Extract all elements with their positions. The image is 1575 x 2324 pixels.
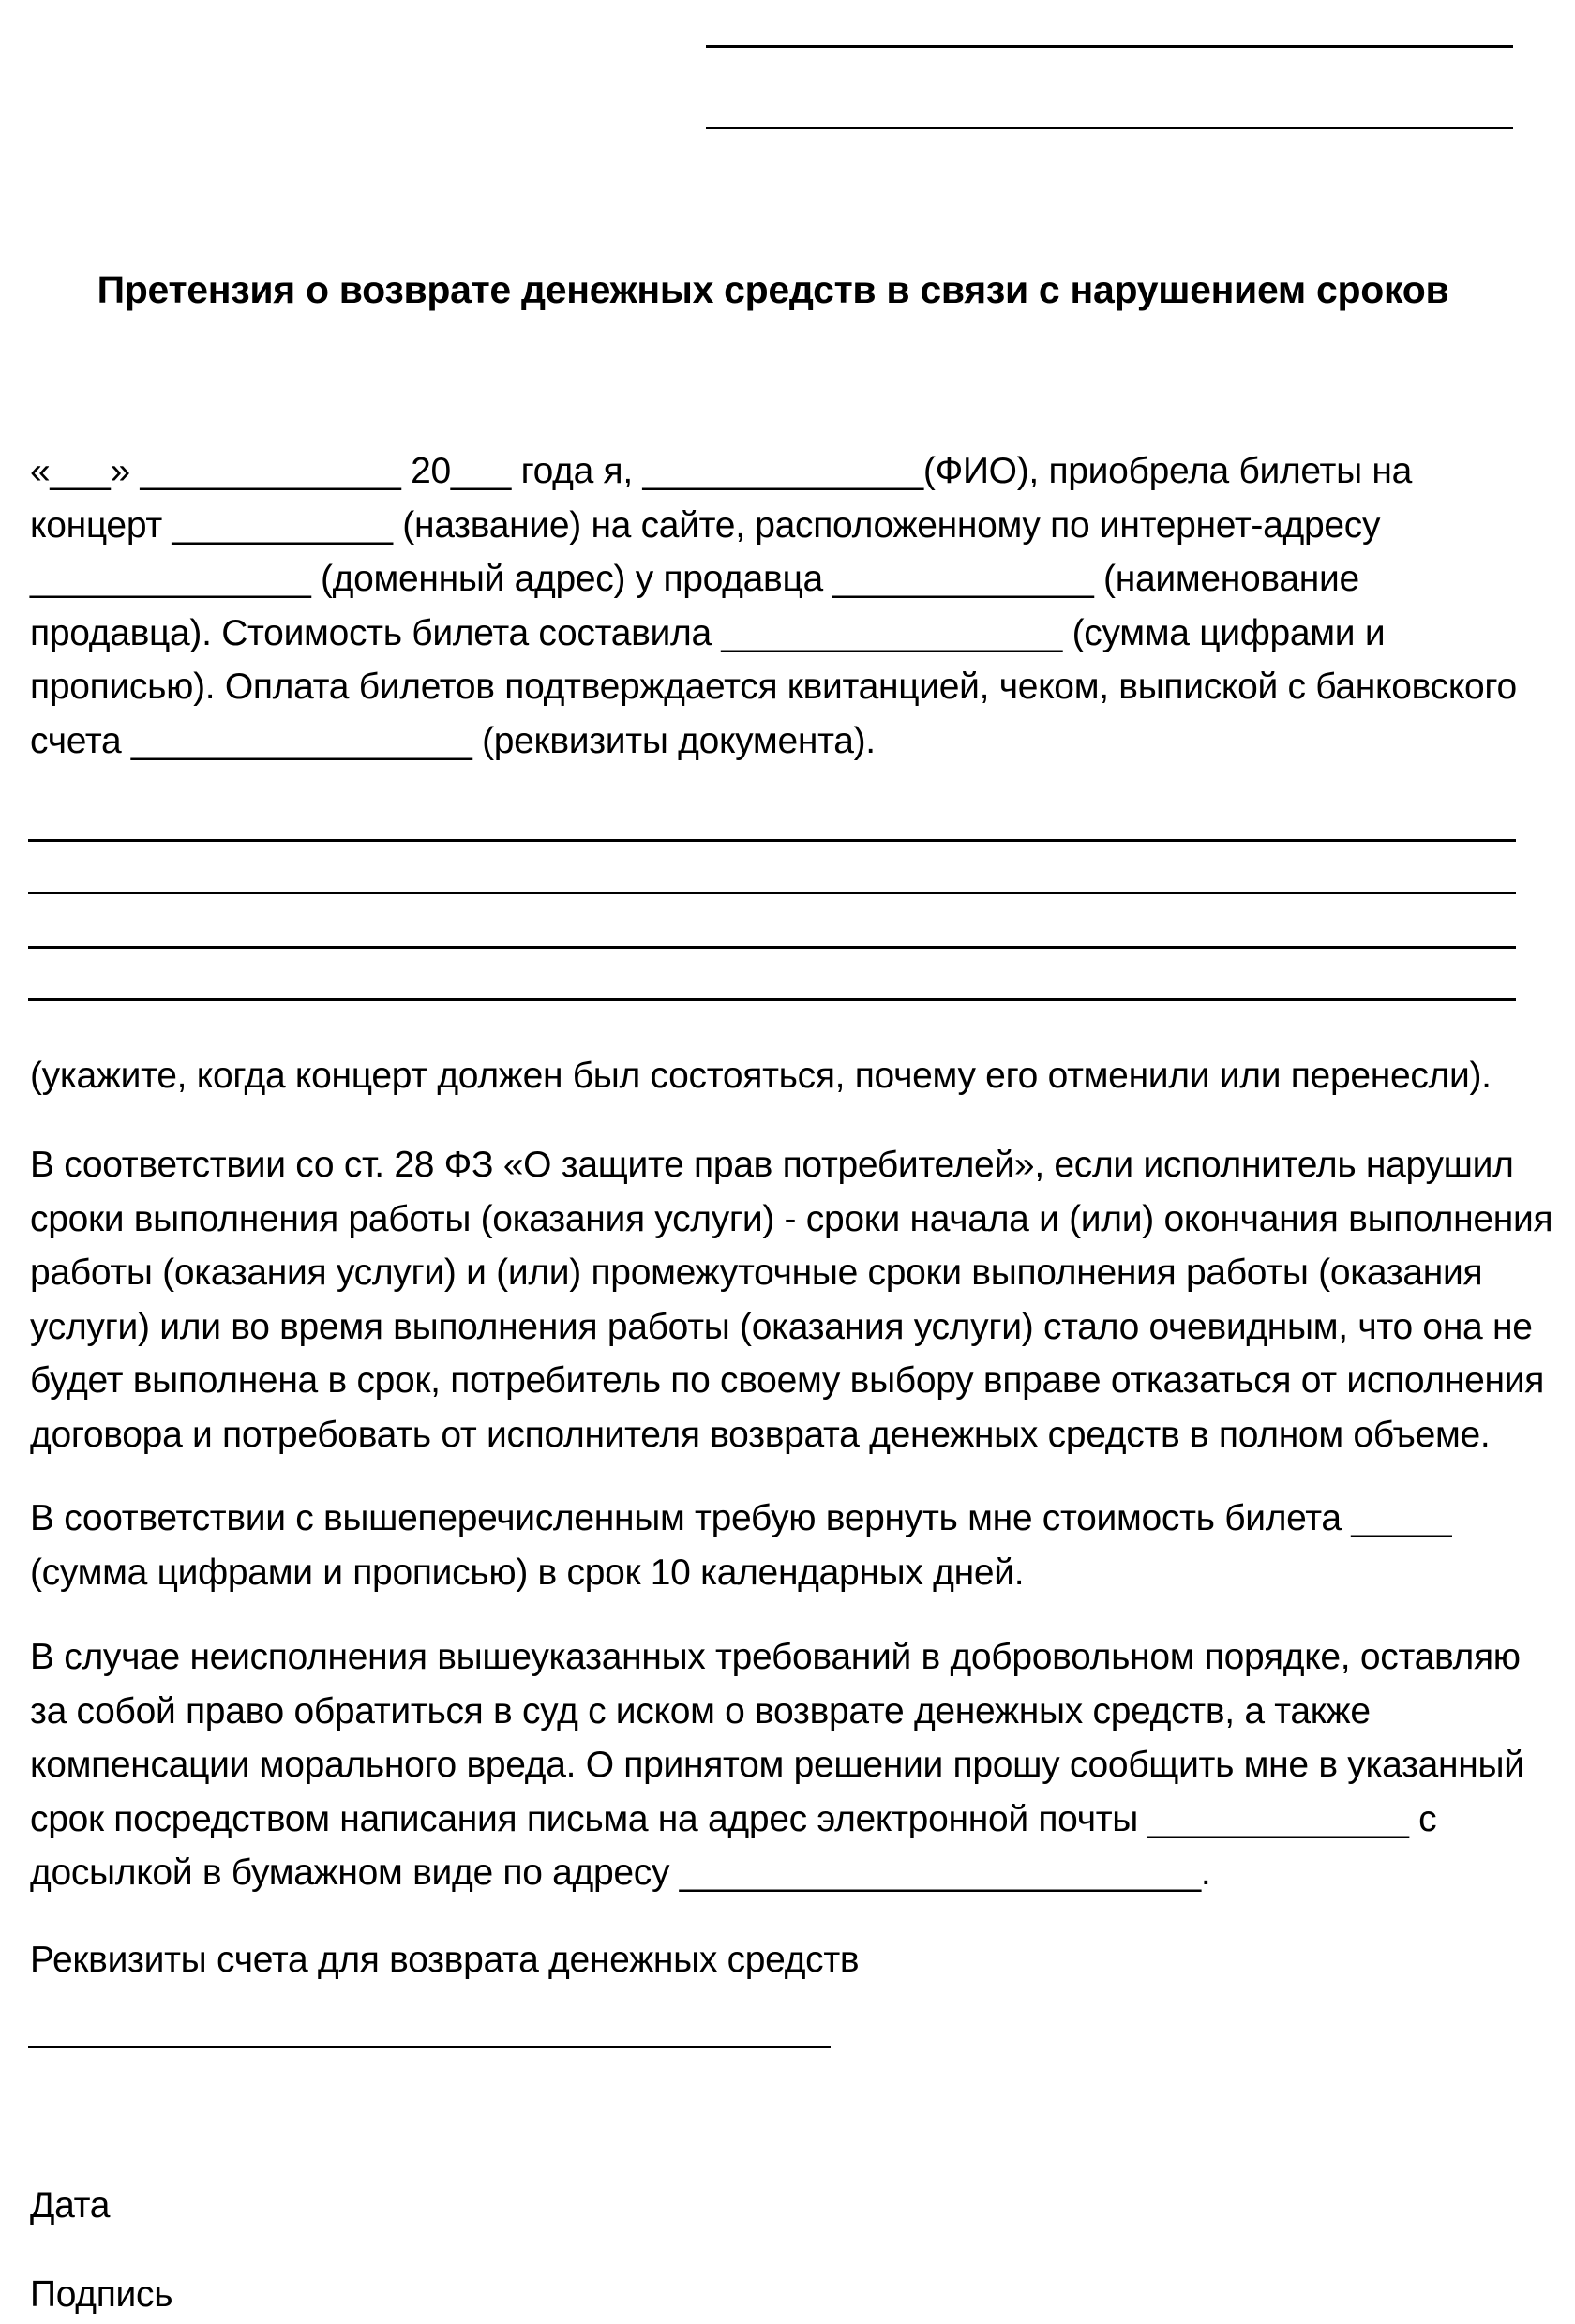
- paragraph-signature-label: [30, 2268, 172, 2322]
- paragraph-account-requisites: [30, 1933, 859, 1987]
- paragraph-date-label: [30, 2179, 110, 2233]
- text-line: будет выполнена в срок, потребитель по своему выбору вправе отказаться от исполнения: [30, 1360, 1545, 1401]
- blank-writing-line-2: [28, 892, 1516, 894]
- text-line: Дата: [30, 2185, 111, 2226]
- text-line: концерт ___________ (название) на сайте, расположенному по интернет-адресу: [30, 504, 1381, 546]
- text-line: услуги) или во время выполнения работы (оказания услуги) стало очевидным, что она не: [30, 1306, 1533, 1347]
- text-line: (укажите, когда концерт должен был состояться, почему его отменили или перенесли).: [30, 1056, 1492, 1096]
- text-line: В соответствии со ст. 28 ФЗ «О защите прав потребителей», если исполнитель нарушил: [30, 1145, 1514, 1185]
- text-line: В случае неисполнения вышеуказанных требований в добровольном порядке, оставляю: [30, 1637, 1521, 1677]
- paragraph-note: [30, 1049, 1492, 1103]
- addressee-blank-line-1: [706, 45, 1513, 48]
- blank-writing-line-3: [28, 946, 1516, 949]
- text-line: (сумма цифрами и прописью) в срок 10 календарных дней.: [30, 1552, 1025, 1593]
- paragraph-refund-demand: [30, 1492, 1451, 1599]
- requisites-blank-line: [28, 2046, 831, 2048]
- paragraph-court-warning: [30, 1630, 1524, 1900]
- paragraph-purchase-details: [30, 444, 1517, 768]
- paragraph-law-reference: [30, 1138, 1552, 1462]
- text-line: за собой право обратиться в суд с иском о возврате денежных средств, а также: [30, 1690, 1371, 1732]
- text-line: компенсации морального вреда. О принятом решении прошу сообщить мне в указанный: [30, 1745, 1524, 1785]
- blank-writing-line-4: [28, 998, 1516, 1001]
- text-line: Подпись: [30, 2274, 173, 2315]
- blank-writing-line-1: [28, 839, 1516, 842]
- text-line: срок посредством написания письма на адрес электронной почты _____________ с: [30, 1798, 1437, 1839]
- text-line: «___» _____________ 20___ года я, ______________(ФИО), приобрела билеты на: [30, 451, 1412, 491]
- addressee-blank-line-2: [706, 127, 1513, 129]
- text-line: сроки выполнения работы (оказания услуги) - сроки начала и (или) окончания выполнения: [30, 1198, 1553, 1239]
- text-line: продавца). Стоимость билета составила _________________ (сумма цифрами и: [30, 612, 1386, 653]
- text-line: прописью). Оплата билетов подтверждается квитанцией, чеком, выпиской с банковского: [30, 667, 1517, 707]
- text-line: счета _________________ (реквизиты документа).: [30, 720, 876, 761]
- text-line: договора и потребовать от исполнителя возврата денежных средств в полном объеме.: [30, 1414, 1491, 1455]
- text-line: работы (оказания услуги) и (или) промежуточные сроки выполнения работы (оказания: [30, 1252, 1483, 1293]
- text-line: досылкой в бумажном виде по адресу __________________________.: [30, 1852, 1211, 1893]
- text-line: Реквизиты счета для возврата денежных средств: [30, 1940, 860, 1980]
- document-title: Претензия о возврате денежных средств в связи с нарушением сроков: [97, 268, 1449, 311]
- text-line: ______________ (доменный адрес) у продавца _____________ (наименование: [30, 559, 1359, 599]
- text-line: В соответствии с вышеперечисленным требую вернуть мне стоимость билета _____: [30, 1498, 1452, 1538]
